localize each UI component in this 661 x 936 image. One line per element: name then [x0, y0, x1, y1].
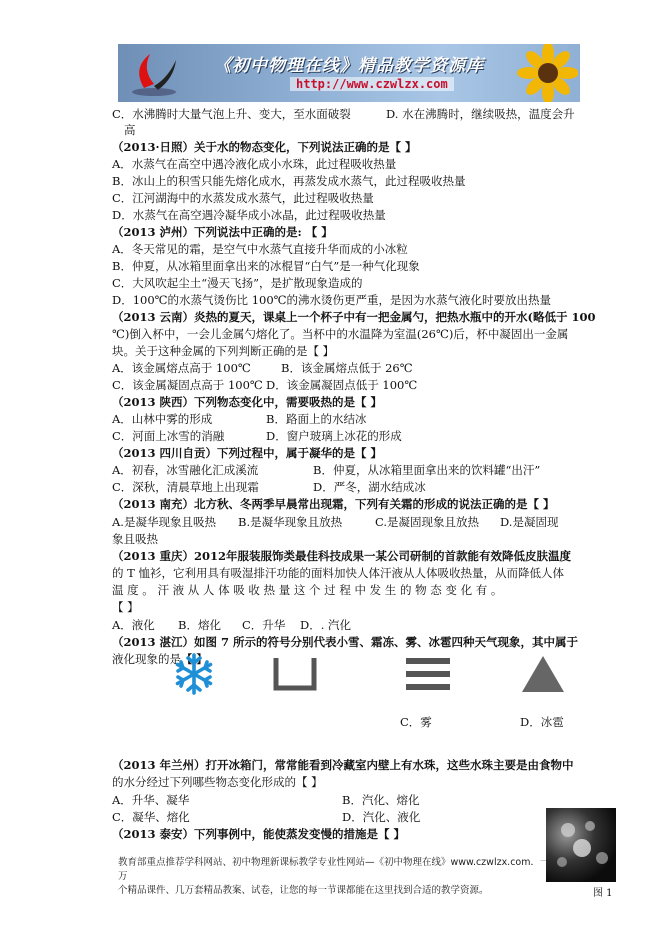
option-text: 象且吸热	[112, 532, 158, 546]
option-text: D．水蒸气在高空遇冷凝华成小冰晶，此过程吸收热量	[112, 208, 386, 222]
footer-line: 教育部重点推荐学科网站、初中物理新课标教学专业性网站—《初中物理在线》www.czwlzx.com．一万	[118, 857, 550, 882]
option-text: A．液化	[112, 618, 155, 632]
option-text: C．水沸腾时大量气泡上升、变大，至水面破裂	[112, 107, 351, 121]
sunflower-icon	[508, 44, 578, 102]
option-text: D.是凝固现	[500, 515, 559, 529]
question-text: ℃)倒入杯中，一会儿金属勺熔化了。当杯中的水温降为室温(26℃)后，杯中凝固出一金属	[112, 327, 569, 341]
question-heading: （2013 南充）北方秋、冬两季早晨常出现霜，下列有关霜的形成的说法正确的是【 】	[112, 497, 555, 511]
option-text: B．冰山上的积雪只能先熔化成水，再蒸发成水蒸气，此过程吸收热量	[112, 174, 466, 188]
question-text: 的水分经过下列哪些物态变化形成的【 】	[112, 775, 323, 789]
option-text: A．水蒸气在高空中遇冷液化成小水珠，此过程吸收热量	[112, 157, 397, 171]
option-text: C．河面上冰雪的消融	[112, 429, 225, 443]
frost-symbol-icon	[272, 656, 318, 692]
photo-caption: 图 1	[593, 888, 613, 899]
figure-label: C．雾	[400, 715, 432, 729]
option-text: D．严冬，湖水结成冰	[313, 480, 426, 494]
question-heading: （2013 四川自贡）下列过程中，属于凝华的是【 】	[112, 446, 383, 460]
option-text: C．深秋，清晨草地上出现霜	[112, 480, 259, 494]
option-text: B．仲夏，从冰箱里面拿出来的饮料罐“出汗”	[313, 463, 541, 477]
option-text: B．该金属熔点低于 26℃	[281, 361, 413, 375]
option-text: A．升华、凝华	[112, 793, 190, 807]
option-text: D．100℃的水蒸气烫伤比 100℃的沸水烫伤更严重，是因为水蒸气液化时要放出热量	[112, 293, 552, 307]
option-text: D．. 汽化	[300, 618, 352, 632]
question-heading: （2013 泰安）下列事例中，能使蒸发变慢的措施是【 】	[112, 827, 406, 841]
option-text: D．该金属凝固点低于 100℃	[266, 378, 418, 392]
option-text: B．仲夏，从冰箱里面拿出来的冰棍冒“白气”是一种气化现象	[112, 259, 420, 273]
banner-title: 《初中物理在线》精品教学资源库	[214, 56, 484, 76]
banner-url: http://www.czwlzx.com	[290, 77, 454, 91]
figure-label: D．冰雹	[520, 715, 564, 729]
option-text: 高	[124, 123, 136, 137]
option-text: C．凝华、熔化	[112, 810, 190, 824]
question-heading: （2013 湛江）如图 7 所示的符号分别代表小雪、霜冻、雾、冰雹四种天气现象，其中属于	[112, 635, 579, 649]
question-text: 液化现象的是【 】	[112, 652, 208, 666]
question-heading: （2013 重庆）2012年服装服饰类最佳科技成果一某公司研制的首款能有效降低皮肤温度	[112, 549, 572, 563]
option-text: A．初春，冰雪融化汇成溪流	[112, 463, 259, 477]
option-text: B．路面上的水结冰	[266, 412, 367, 426]
logo-icon	[124, 48, 184, 98]
option-text: A．山林中雾的形成	[112, 412, 213, 426]
fog-symbol-icon	[404, 656, 452, 692]
question-heading: （2013·日照）关于水的物态变化，下列说法正确的是【 】	[112, 140, 417, 154]
question-text: 温 度 。 汗 液 从 人 体 吸 收 热 量 这 个 过 程 中 发 生 的 物 态 变 化 有 。	[112, 583, 503, 597]
option-text: D．汽化、液化	[342, 810, 421, 824]
option-text: C．升华	[242, 618, 286, 632]
option-text: C．大风吹起尘土“漫天飞扬”，是扩散现象造成的	[112, 276, 363, 290]
header-banner	[118, 44, 580, 102]
question-text: 块。关于这种金属的下列判断正确的是【 】	[112, 344, 335, 358]
option-text: C.是凝固现象且放热	[375, 515, 480, 529]
option-text: B．汽化、熔化	[342, 793, 420, 807]
option-text: C．江河湖海中的水蒸发成水蒸气，此过程吸收热量	[112, 191, 374, 205]
question-text: 的 T 恤衫，它利用具有吸湿排汗功能的面料加快人体汗液从人体吸收热量，从而降低人体	[112, 566, 564, 580]
question-heading: （2013 陕西）下列物态变化中，需要吸热的是【 】	[112, 395, 383, 409]
footer	[118, 856, 558, 898]
footer-line: 个精品课件、几万套精品教案、试卷，让您的每一节课都能在这里找到合适的教学资源。	[118, 885, 489, 896]
option-text: D．窗户玻璃上冰花的形成	[266, 429, 402, 443]
snowflake-icon	[172, 652, 216, 696]
option-text: C．该金属凝固点高于 100℃	[112, 378, 263, 392]
question-heading: （2013 泸州）下列说法中正确的是: 【 】	[112, 225, 333, 239]
option-text: A．该金属熔点高于 100℃	[112, 361, 251, 375]
question-heading: （2013 年兰州）打开冰箱门，常常能看到冷藏室内壁上有水珠，这些水珠主要是由食物中	[112, 758, 574, 772]
option-text: B．熔化	[178, 618, 221, 632]
option-text: A．冬天常见的霜，是空气中水蒸气直接升华而成的小冰粒	[112, 242, 408, 256]
question-heading: （2013 云南）炎热的夏天，课桌上一个杯子中有一把金属勺，把热水瓶中的开水(略低于 100	[112, 310, 596, 324]
hail-symbol-icon	[520, 654, 566, 694]
option-text: A.是凝华现象且吸热	[112, 515, 216, 529]
option-text: B.是凝华现象且放热	[238, 515, 343, 529]
answer-bracket: 【 】	[112, 600, 139, 614]
option-text: D. 水在沸腾时，继续吸热，温度会升	[386, 107, 575, 121]
